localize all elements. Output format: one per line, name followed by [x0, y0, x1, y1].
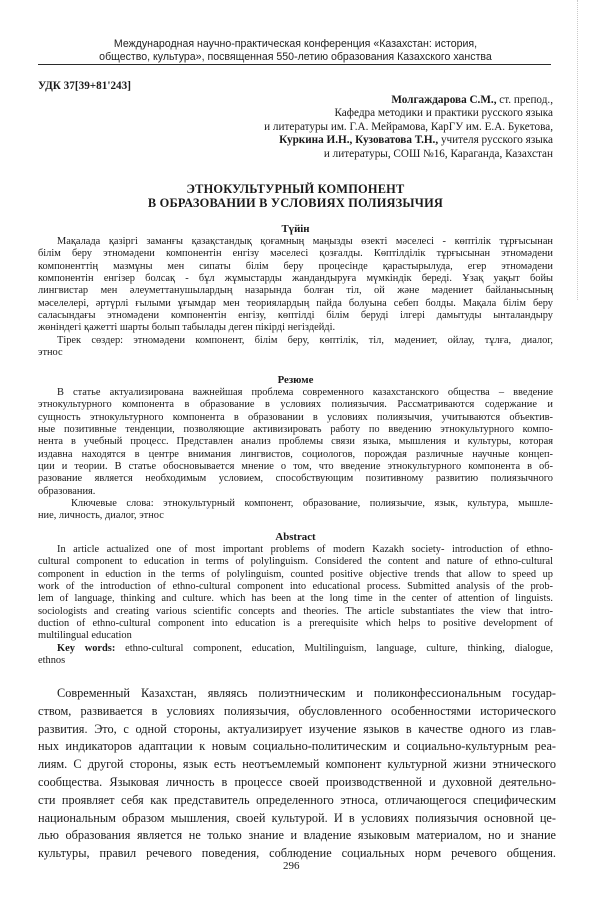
kazakh-abstract-line: компонентін енгізер болсақ - бұл жұмыстарды жандандыруға мүмкіндік береді. Ұзақ уақыт бойы	[38, 273, 553, 285]
body-line: ных индикаторов адаптации к новым социально-политическим и социально-культурным реа-	[38, 739, 556, 754]
english-keywords-label: Key words:	[57, 642, 116, 654]
article-title	[38, 183, 553, 211]
kazakh-abstract-line: мәселелері, әртүрлі ғылыми ұғымдар мен теориялардың пайда болуына себеп болды. Мақала білім беру	[38, 297, 553, 309]
header-rule	[38, 64, 551, 65]
body-line: сообщества. Языковая личность в процессе своей производственной и духовной деятельно-	[38, 774, 556, 789]
english-abstract-line: lem of language, thinking and culture. which has been at the long time in the center of attention of linguists.	[38, 593, 553, 605]
author-line-2	[160, 134, 553, 147]
author-1-role: ст. препод.,	[496, 94, 553, 106]
english-keywords-line	[38, 643, 553, 655]
russian-abstract-line: нента в учебный процесс. Представлен анализ проблемы связи языка, мышления и культуры, которая	[38, 436, 553, 448]
body-line: лиям. С другой стороны, язык есть неотъемлемый компонент культурной жизни этнического	[38, 757, 556, 772]
running-head-line-2: общество, культура», посвященная 550-летию образования Казахского ханства	[99, 50, 492, 63]
running-head-line-1: Международная научно-практическая конференция «Казахстан: история,	[113, 38, 478, 50]
title-line-1: ЭТНОКУЛЬТУРНЫЙ КОМПОНЕНТ	[186, 182, 405, 196]
body-line: культуры, правил речевого поведения, соблюдение социальных норм речевого общения.	[38, 846, 556, 861]
running-head	[38, 38, 553, 63]
english-abstract-line: cultural component to education in terms of polylinguism. Considered the content and nature of ethno-cultural	[38, 556, 553, 568]
body-line: лью образования является не только знание и владение языковым материалом, но и знание	[38, 828, 556, 843]
english-keywords-line: ethnos	[38, 655, 66, 667]
english-keywords-text: ethno-cultural component, education, Multilinguism, language, culture, thinking, dialogue,	[115, 642, 553, 654]
author-line-1	[160, 94, 553, 107]
kazakh-keywords-line: этнос	[38, 347, 63, 359]
russian-keywords-line: Ключевые слова: этнокультурный компонент, образование, полиязычие, язык, культура, мышле-	[71, 498, 553, 510]
russian-keywords-line: ние, личность, диалог, этнос	[38, 510, 164, 522]
english-abstract	[38, 544, 553, 667]
kazakh-abstract-line: Мақалада қазіргі заманғы қазақстандық қоғамның маңызды өзекті мәселесі - көптілік тұрғысынан	[57, 236, 553, 247]
russian-abstract-line: этнокультурного компонента в образование в условиях полиязычия. Рассматриваются содержание и	[38, 399, 553, 411]
body-paragraph	[38, 685, 556, 863]
kazakh-abstract-line: лингвистар мен әлеуметтанушылардың назарында болған тіл, ой және мәдениет байланысының	[38, 285, 553, 297]
author-2-names: Куркина И.Н., Кузоватова Т.Н.,	[279, 134, 439, 147]
scan-edge-line	[577, 0, 578, 300]
russian-abstract-line: образования.	[38, 485, 96, 497]
kazakh-abstract	[38, 236, 553, 359]
english-abstract-line: component in eduction in the terms of polylinguism, counted positive objective trends that allow to speed up	[38, 568, 553, 580]
kazakh-keywords-line: Тірек сөздер: этномәдени компонент, білім беру, көптілік, тіл, мәдениет, ойлау, тұлға, диалог,	[57, 334, 553, 346]
body-line: ством, развивается в условиях полиязычия, обусловленного особенностями исторического	[38, 703, 556, 718]
english-abstract-line: multilingual education	[38, 630, 132, 642]
english-abstract-line: sociologists and creating various scientific concepts and theories. The article substantiates the view that intro-	[38, 605, 553, 617]
kazakh-abstract-heading: Түйін	[281, 223, 310, 235]
english-abstract-line: work of the introduction of ethno-cultural component into educational process. Submitted analysis of the prob-	[38, 581, 553, 593]
body-line: сти проявляет себя как представитель определенного этноса, отличающегося специфическим	[38, 792, 556, 807]
body-line: национальным образом мышления, своей культурой. И в условиях полиязычия основной це-	[38, 810, 556, 825]
body-line: Современный Казахстан, являясь полиэтническим и поликонфессиональным государ-	[57, 686, 556, 700]
kazakh-abstract-line: компоненттің мазмұны мен сипаты білім беру процесінде қарастырылуда, егер этномәдени	[38, 260, 553, 272]
author-2-role: учителя русского языка	[438, 134, 553, 147]
udk-code: УДК 37[39+81'243]	[38, 80, 131, 92]
kazakh-abstract-line: жөніндегі қажетті шарты болып табылады деген пікірді негіздейді.	[38, 322, 336, 334]
russian-abstract-line: ции и теории. В статье обосновывается мнение о том, что введение этнокультурного компонента в об-	[38, 461, 553, 473]
title-line-2: В ОБРАЗОВАНИИ В УСЛОВИЯХ ПОЛИЯЗЫЧИЯ	[147, 195, 444, 210]
english-abstract-heading: Abstract	[275, 531, 316, 543]
affiliation-1-line-2: и литературы им. Г.А. Мейрамова, КарГУ им. Е.А. Букетова,	[264, 120, 553, 133]
affiliation-2-line: и литературы, СОШ №16, Караганда, Казахстан	[323, 147, 553, 160]
english-abstract-line: duction of ethno-cultural component into education is a prerequisite which helps to positive development of	[38, 618, 553, 630]
russian-abstract	[38, 387, 553, 523]
russian-abstract-line: В статье актуализирована важнейшая проблема современного казахстанского общества – введение	[57, 387, 553, 398]
english-abstract-line: In article actualized one of most important problems of modern Kazakh society- introduction of ethno-	[57, 544, 553, 555]
russian-abstract-line: издавна находятся в центре внимания лингвистов, социологов, порождая различные научные концеп-	[38, 448, 553, 460]
page-number: 296	[283, 860, 300, 872]
author-1-name: Молгаждарова С.М.,	[391, 94, 497, 106]
kazakh-abstract-line: саласындағы этномәдени компонентін енгізу, көптілді білім беруді ілгері дамытуды ынталандыру	[38, 310, 553, 322]
authors-block	[160, 94, 553, 161]
russian-abstract-line: разование является необходимым условием, способствующим позитивному развитию полиязычного	[38, 473, 553, 485]
affiliation-1-line-1: Кафедра методики и практики русского языка	[334, 107, 553, 120]
russian-abstract-line: сущность этнокультурного компонента в образовании в условиях полиязычия, учитываются объектив-	[38, 411, 553, 423]
russian-abstract-line: ные позитивные тенденции, позволяющие активизировать работу по введению этнокультурного компо-	[38, 424, 553, 436]
russian-abstract-heading: Резюме	[277, 374, 314, 386]
kazakh-abstract-line: білім беру этномәдени компонентін енгізу мәселесі қозғалды. Көптілділік тұрғысынан этномәдени	[38, 248, 553, 260]
body-line: развития. Это, с одной стороны, актуализирует изучение языков в качестве одного из глав-	[38, 721, 556, 736]
